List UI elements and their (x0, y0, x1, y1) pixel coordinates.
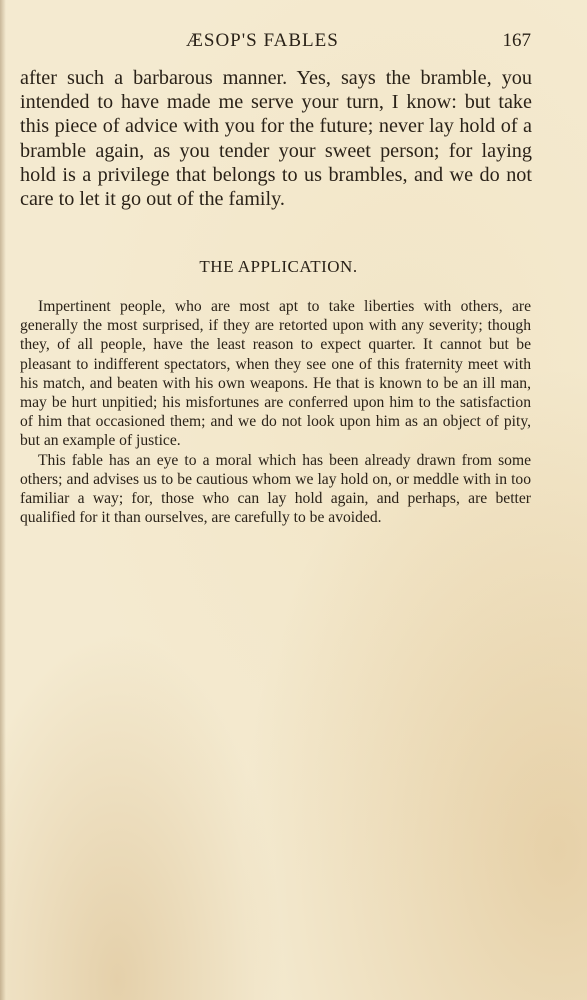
application-paragraph-1: Impertinent people, who are most apt to take liberties with others, are generally the most surprised, if they are retorted upon with any severity; though they, of all people, have the least reason to expect quarter. It cannot but be pleasant to indifferent spectators, when they see one of this fraternity meet with his match, and beaten with his own weapons. He that is known to be an ill man, may be hurt unpitied; his misfortunes are conferred upon him to the satisfaction of him that occasioned them; and we do not look upon him as an object of pity, but an example of justice. (20, 298, 531, 450)
fable-ending-paragraph: after such a barbarous manner. Yes, says the bramble, you intended to have made me serve your turn, I know: but take this piece of advice with you for the future; never lay hold of a bramble again, as you tender your sweet person; for laying hold is a privilege that belongs to us brambles, and we do not care to let it go out of the family. (20, 67, 532, 211)
page-number: 167 (502, 30, 531, 51)
section-heading (0, 257, 587, 277)
application-heading: THE APPLICATION. (199, 257, 358, 276)
running-title: ÆSOP'S FABLES (186, 30, 339, 51)
running-head (0, 30, 587, 54)
application-text (20, 297, 531, 527)
fable-text (20, 66, 532, 211)
application-paragraph-2: This fable has an eye to a moral which has been already drawn from some others; and advises us to be cautious whom we lay hold on, or meddle with in too familiar a way; for, those who can lay hold again, and perhaps, are better qualified for it than ourselves, are carefully to be avoided. (20, 451, 531, 527)
page-spine-shadow (0, 0, 6, 1000)
